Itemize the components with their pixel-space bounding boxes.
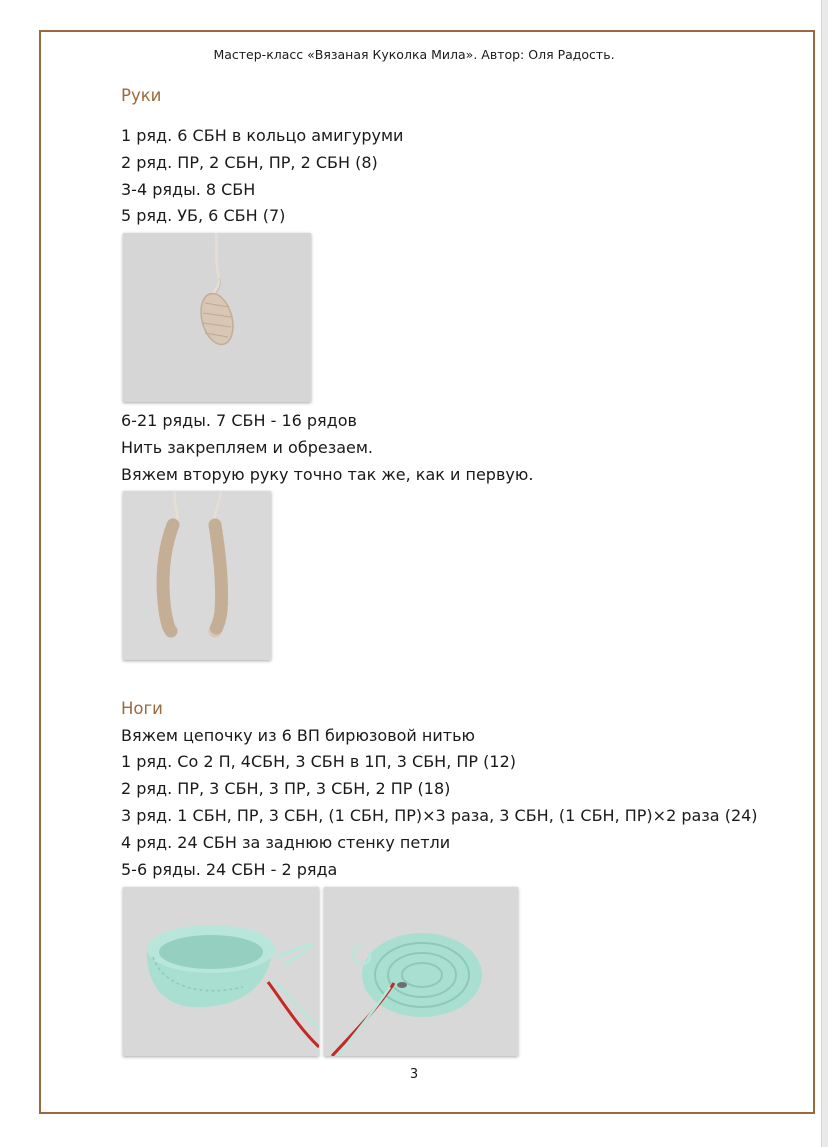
section-title-legs: Ноги [121, 699, 163, 718]
page-number: 3 [409, 1067, 419, 1082]
text-line: Нить закрепляем и обрезаем. [121, 438, 374, 457]
page-header: Мастер-класс «Вязаная Куколка Мила». Автор: Оля Радость. [213, 47, 615, 62]
text-line: Вяжем вторую руку точно так же, как и первую. [121, 465, 534, 484]
text-line: 2 ряд. ПР, 2 СБН, ПР, 2 СБН (8) [121, 153, 378, 172]
scrollbar-track[interactable] [821, 0, 828, 1147]
text-line: 1 ряд. Со 2 П, 4СБН, 3 СБН в 1П, 3 СБН, ПР (12) [121, 752, 516, 771]
text-line: 4 ряд. 24 СБН за заднюю стенку петли [121, 833, 451, 852]
text-line: 2 ряд. ПР, 3 СБН, 3 ПР, 3 СБН, 2 ПР (18) [121, 779, 451, 798]
text-line: 6-21 ряды. 7 СБН - 16 рядов [121, 411, 357, 430]
section-title-arms: Руки [121, 86, 162, 105]
text-line: Вяжем цепочку из 6 ВП бирюзовой нитью [121, 726, 475, 745]
photo-arm-start [123, 233, 311, 402]
text-line: 5 ряд. УБ, 6 СБН (7) [121, 206, 286, 225]
photo-leg-side [123, 887, 319, 1056]
text-line: 3 ряд. 1 СБН, ПР, 3 СБН, (1 СБН, ПР)×3 раза, 3 СБН, (1 СБН, ПР)×2 раза (24) [121, 806, 758, 825]
text-line: 3-4 ряды. 8 СБН [121, 180, 256, 199]
photo-leg-bottom [324, 887, 518, 1056]
text-line: 1 ряд. 6 СБН в кольцо амигуруми [121, 126, 404, 145]
text-line: 5-6 ряды. 24 СБН - 2 ряда [121, 860, 338, 879]
photo-two-arms [123, 491, 271, 660]
